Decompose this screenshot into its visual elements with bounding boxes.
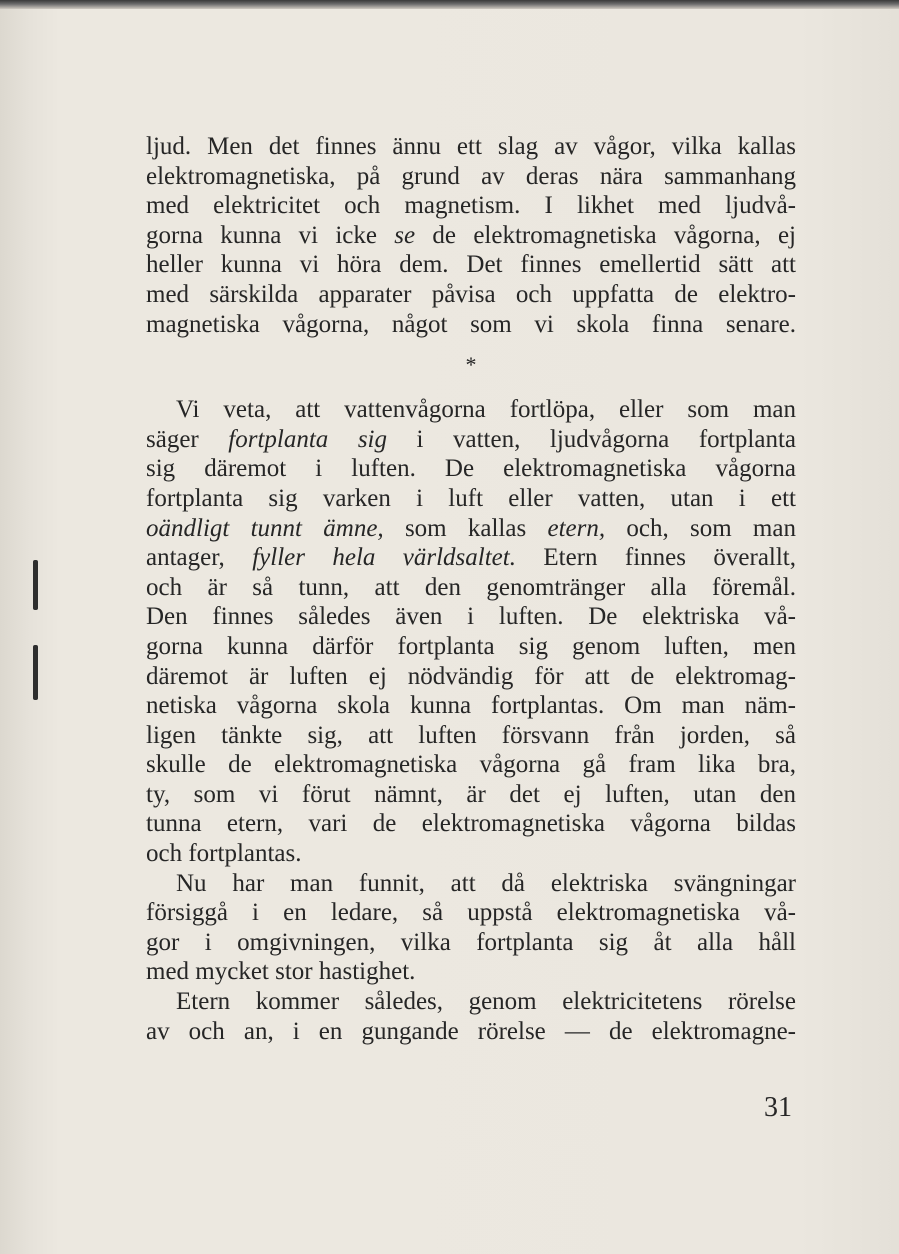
text-line: Nu har man funnit, att då elektriska svängningar bbox=[176, 869, 796, 897]
text-line bbox=[146, 221, 796, 251]
binding-mark bbox=[31, 620, 41, 634]
paragraph-1 bbox=[146, 132, 796, 339]
text-line: Den finnes således även i luften. De elektriska vå- bbox=[146, 603, 796, 631]
page-number: 31 bbox=[764, 1092, 792, 1123]
text-run: de elektromagnetiska vågorna, ej bbox=[415, 221, 796, 249]
text-line bbox=[146, 425, 796, 455]
text-run: gorna kunna vi icke bbox=[146, 221, 395, 249]
text-run: antager, bbox=[146, 544, 253, 572]
paragraph-3 bbox=[146, 869, 796, 987]
text-line: tunna etern, vari de elektromagnetiska vågorna bildas bbox=[146, 810, 796, 838]
text-line: av och an, i en gungande rörelse — de elektromagne- bbox=[146, 1017, 796, 1045]
text-line bbox=[146, 514, 796, 544]
emphasis-text: etern, bbox=[547, 514, 606, 542]
text-line: elektromagnetiska, på grund av deras nära sammanhang bbox=[146, 162, 796, 190]
text-line: fortplanta sig varken i luft eller vatten, utan i ett bbox=[146, 484, 796, 512]
text-line bbox=[146, 543, 796, 573]
emphasis-text: se bbox=[394, 221, 416, 249]
text-line: sig däremot i luften. De elektromagnetiska vågorna bbox=[146, 455, 796, 483]
binding-marks bbox=[30, 555, 44, 705]
paragraph-2 bbox=[146, 395, 796, 869]
text-line: skulle de elektromagnetiska vågorna gå fram lika bra, bbox=[146, 751, 796, 779]
text-line: med mycket stor hastighet. bbox=[146, 958, 416, 986]
text-line: gor i omgivningen, vilka fortplanta sig åt alla håll bbox=[146, 928, 796, 956]
emphasis-text: oändligt tunnt ämne, bbox=[146, 514, 384, 542]
binding-mark bbox=[33, 560, 38, 610]
paragraph-4 bbox=[146, 987, 796, 1046]
section-separator: * bbox=[465, 352, 477, 378]
text-run: och, som man bbox=[605, 514, 796, 542]
emphasis-text: fyller hela världsaltet. bbox=[252, 544, 516, 572]
text-line: med särskilda apparater påvisa och uppfatta de elektro- bbox=[146, 280, 796, 308]
emphasis-text: fortplanta sig bbox=[228, 425, 387, 453]
text-run: Etern finnes överallt, bbox=[515, 544, 797, 572]
text-line: ljud. Men det finnes ännu ett slag av vågor, vilka kallas bbox=[146, 133, 796, 160]
text-line: och är så tunn, att den genomtränger alla föremål. bbox=[146, 573, 796, 601]
text-run: som kallas bbox=[383, 514, 548, 542]
text-line: gorna kunna därför fortplanta sig genom luften, men bbox=[146, 632, 796, 660]
text-line: med elektricitet och magnetism. I likhet med ljudvå- bbox=[146, 192, 796, 220]
text-line: Etern kommer således, genom elektricitetens rörelse bbox=[176, 988, 796, 1016]
text-line: ligen tänkte sig, att luften försvann från jorden, så bbox=[146, 721, 796, 749]
text-run: i vatten, ljudvågorna fortplanta bbox=[387, 425, 796, 453]
text-line: Vi veta, att vattenvågorna fortlöpa, eller som man bbox=[176, 396, 796, 424]
text-line: heller kunna vi höra dem. Det finnes emellertid sätt att bbox=[146, 251, 796, 279]
body-text bbox=[146, 132, 796, 1046]
text-line: däremot är luften ej nödvändig för att de elektromag- bbox=[146, 662, 796, 690]
text-run: säger bbox=[146, 425, 229, 453]
page-top-edge bbox=[0, 0, 899, 9]
text-line: ty, som vi förut nämnt, är det ej luften, utan den bbox=[146, 780, 796, 808]
text-line: försiggå i en ledare, så uppstå elektromagnetiska vå- bbox=[146, 899, 796, 927]
binding-mark bbox=[33, 645, 38, 700]
text-line: netiska vågorna skola kunna fortplantas. Om man näm- bbox=[146, 692, 796, 720]
text-line: magnetiska vågorna, något som vi skola finna senare. bbox=[146, 310, 796, 338]
text-line: och fortplantas. bbox=[146, 840, 302, 868]
